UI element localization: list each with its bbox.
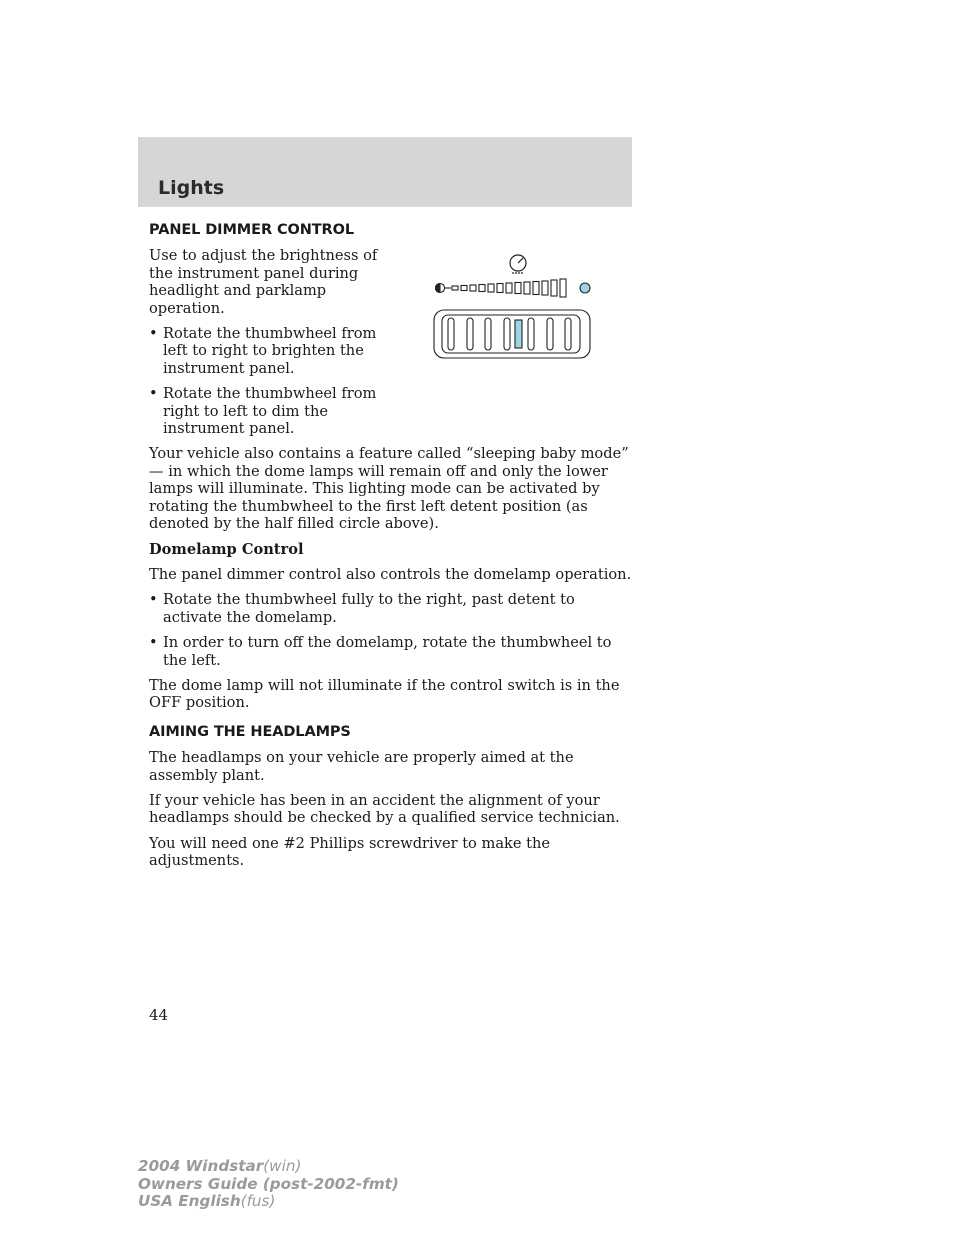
bullet-text: Rotate the thumbwheel from right to left to dim the instrument panel. bbox=[163, 385, 377, 438]
paragraph-aiming-1: The headlamps on your vehicle are properly aimed at the assembly plant. bbox=[149, 749, 574, 784]
footer-model: 2004 Windstar bbox=[138, 1157, 264, 1175]
bullet-brighten bbox=[149, 325, 399, 377]
bullet-activate-domelamp bbox=[149, 591, 633, 626]
heading-panel-dimmer: PANEL DIMMER CONTROL bbox=[149, 222, 354, 238]
bullet-dim bbox=[149, 385, 399, 437]
section-title: Lights bbox=[158, 177, 225, 199]
footer-model-code: (win) bbox=[263, 1157, 302, 1175]
bullet-dot: • bbox=[149, 385, 158, 403]
paragraph-domelamp-intro: The panel dimmer control also controls the domelamp operation. bbox=[149, 565, 632, 583]
bullet-dot: • bbox=[149, 325, 158, 343]
paragraph-panel-dimmer-intro: Use to adjust the brightness of the instrument panel during headlight and parklamp operation. bbox=[149, 247, 378, 317]
footer-guide: Owners Guide (post-2002-fmt) bbox=[138, 1174, 399, 1193]
footer-line-model bbox=[138, 1158, 399, 1176]
section-header-band bbox=[138, 137, 632, 207]
footer-line-guide bbox=[138, 1176, 399, 1194]
bullet-dot: • bbox=[149, 591, 158, 609]
footer-language: USA English bbox=[138, 1192, 241, 1210]
page-content bbox=[149, 222, 633, 878]
bullet-dot: • bbox=[149, 634, 158, 652]
heading-domelamp-control: Domelamp Control bbox=[149, 540, 304, 558]
heading-aiming-headlamps: AIMING THE HEADLAMPS bbox=[149, 723, 351, 740]
document-footer bbox=[138, 1158, 399, 1211]
bullet-text: Rotate the thumbwheel from left to right to brighten the instrument panel. bbox=[163, 325, 377, 377]
paragraph-aiming-3: You will need one #2 Phillips screwdriver to make the adjustments. bbox=[149, 834, 551, 870]
footer-language-code: (fus) bbox=[240, 1192, 276, 1210]
page-number: 44 bbox=[149, 1006, 169, 1024]
bullet-text: In order to turn off the domelamp, rotate the thumbwheel to the left. bbox=[163, 634, 612, 669]
bullet-text: Rotate the thumbwheel fully to the right, past detent to activate the domelamp. bbox=[163, 591, 575, 626]
bullet-turn-off-domelamp bbox=[149, 634, 633, 669]
footer-line-language bbox=[138, 1193, 399, 1211]
paragraph-domelamp-note: The dome lamp will not illuminate if the control switch is in the OFF position. bbox=[149, 676, 620, 712]
paragraph-sleeping-baby-mode: Your vehicle also contains a feature called “sleeping baby mode” — in which the dome lamps will remain off and only the lower lamps will illuminate. This lighting mode can be activated by rotating the thumbwheel to the first left detent position (as denoted by the half filled circle above). bbox=[149, 445, 629, 533]
paragraph-aiming-2: If your vehicle has been in an accident the alignment of your headlamps should be checked by a qualified service technician. bbox=[149, 791, 620, 827]
